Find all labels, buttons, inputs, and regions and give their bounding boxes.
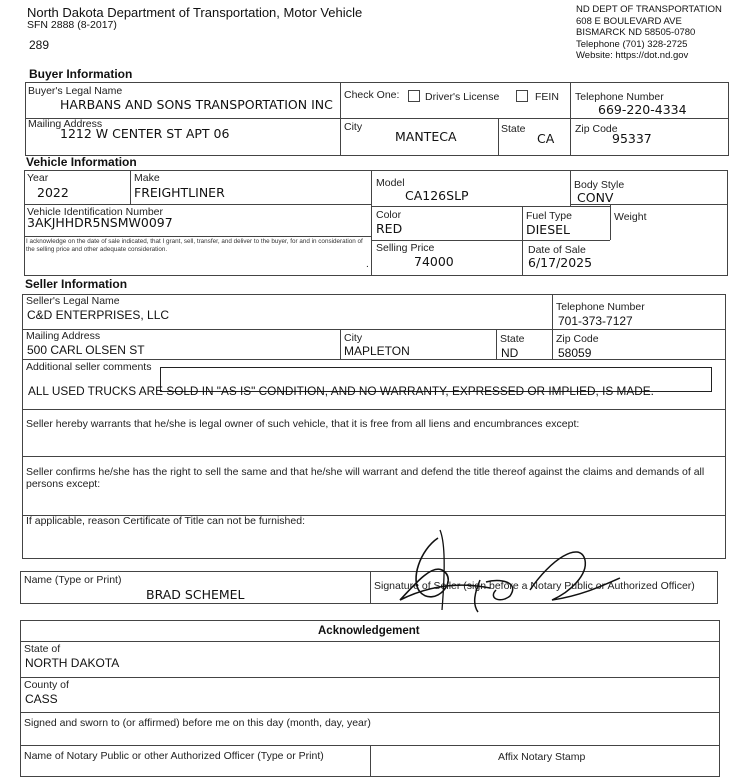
seller-state-label: State [500, 333, 525, 345]
seller-legal-name[interactable]: C&D ENTERPRISES, LLC [27, 308, 170, 322]
agency-name: North Dakota Department of Transportation, Motor Vehicle [27, 5, 363, 20]
buyer-city-label: City [344, 121, 363, 133]
seller-legal-name-label: Seller's Legal Name [26, 295, 120, 307]
sworn-date-label: Signed and sworn to (or affirmed) before me on this day (month, day, year) [24, 717, 371, 729]
selling-price-label: Selling Price [376, 242, 435, 254]
vin-label: Vehicle Identification Number [27, 206, 163, 218]
body-style-label: Body Style [574, 179, 625, 191]
seller-city[interactable]: MAPLETON [344, 344, 410, 358]
seller-phone[interactable]: 701-373-7127 [558, 314, 633, 328]
buyer-zip[interactable]: 95337 [612, 131, 652, 146]
selling-price[interactable]: 74000 [414, 254, 454, 269]
form-number: SFN 2888 (8-2017) [27, 19, 117, 31]
buyer-zip-label: Zip Code [575, 123, 618, 135]
seller-mailing-label: Mailing Address [26, 330, 101, 342]
weight-label: Weight [614, 211, 647, 223]
vehicle-body-style[interactable]: CONV [577, 190, 614, 205]
transfer-acknowledgement-text: I acknowledge on the date of sale indicated, that I grant, sell, transfer, and deliver to the buyer, for and in consideration of the selling price and other adequate consideration. [26, 238, 363, 253]
vehicle-section-title: Vehicle Information [26, 155, 137, 169]
color-label: Color [376, 209, 402, 221]
year-label: Year [27, 172, 49, 184]
title-not-furnished-text: If applicable, reason Certificate of Title can not be furnished: [26, 515, 305, 527]
check-one-label: Check One: [344, 89, 400, 101]
ack-county[interactable]: CASS [25, 692, 58, 706]
ack-state-label: State of [24, 643, 61, 655]
seller-zip[interactable]: 58059 [558, 346, 592, 360]
seller-section-title: Seller Information [25, 277, 128, 291]
print-name-label: Name (Type or Print) [24, 574, 122, 586]
vehicle-year[interactable]: 2022 [37, 185, 69, 200]
ack-county-label: County of [24, 679, 69, 691]
drivers-license-label: Driver's License [425, 91, 500, 103]
vehicle-model[interactable]: CA126SLP [405, 188, 469, 203]
drivers-license-checkbox[interactable] [408, 90, 420, 102]
title-defense-text: Seller confirms he/she has the right to sell the same and that he/she will warrant and defend the title thereof against the claims and demands of all persons except: [26, 466, 705, 490]
date-of-sale[interactable]: 6/17/2025 [528, 255, 593, 270]
seller-phone-label: Telephone Number [556, 301, 645, 313]
lien-warranty-text: Seller hereby warrants that he/she is legal owner of such vehicle, that it is free from all liens and encumbrances except: [26, 418, 580, 430]
dot-address-line: BISMARCK ND 58505-0780 [576, 27, 696, 39]
buyer-legal-name-label: Buyer's Legal Name [28, 85, 123, 97]
buyer-state-label: State [501, 123, 526, 135]
handwritten-signature [380, 520, 640, 620]
seller-state[interactable]: ND [501, 346, 519, 360]
buyer-legal-name[interactable]: HARBANS AND SONS TRANSPORTATION INC [60, 97, 333, 112]
period-mark: . [366, 259, 369, 270]
notary-name-label: Name of Notary Public or other Authorized Officer (Type or Print) [24, 750, 324, 762]
acknowledgement-title: Acknowledgement [318, 625, 420, 637]
vehicle-vin[interactable]: 3AKJHHDR5NSMW0097 [27, 215, 173, 230]
signature-label: Signature of Seller (sign before a Notary Public or Authorized Officer) [374, 580, 695, 592]
buyer-city[interactable]: MANTECA [395, 129, 457, 144]
dot-address-block [576, 4, 722, 62]
buyer-mailing-label: Mailing Address [28, 118, 103, 130]
ack-state[interactable]: NORTH DAKOTA [25, 656, 120, 670]
buyer-phone[interactable]: 669-220-4334 [598, 102, 687, 117]
seller-comments-text: ALL USED TRUCKS ARE SOLD IN "AS IS" CONDITION, AND NO WARRANTY, EXPRESSED OR IMPLIED, IS MADE. [28, 384, 654, 398]
make-label: Make [134, 172, 160, 184]
seller-city-label: City [344, 332, 363, 344]
dot-address-line: 608 E BOULEVARD AVE [576, 15, 682, 27]
fuel-type-label: Fuel Type [526, 210, 572, 222]
vehicle-fuel-type[interactable]: DIESEL [526, 222, 571, 237]
notary-stamp-label: Affix Notary Stamp [498, 751, 586, 763]
dot-address-line: Telephone (701) 328-2725 [576, 38, 688, 50]
buyer-mailing-address[interactable]: 1212 W CENTER ST APT 06 [60, 126, 230, 141]
vehicle-make[interactable]: FREIGHTLINER [134, 185, 225, 200]
model-label: Model [376, 177, 405, 189]
buyer-phone-label: Telephone Number [575, 91, 664, 103]
fein-label: FEIN [535, 91, 559, 103]
document-number: 289 [29, 38, 50, 52]
buyer-section-title: Buyer Information [29, 67, 133, 81]
seller-zip-label: Zip Code [556, 333, 599, 345]
seller-comments-label: Additional seller comments [26, 361, 152, 373]
date-of-sale-label: Date of Sale [528, 244, 586, 256]
seller-mailing-address[interactable]: 500 CARL OLSEN ST [27, 343, 145, 357]
dot-website: Website: https://dot.nd.gov [576, 50, 689, 62]
fein-checkbox[interactable] [516, 90, 528, 102]
vehicle-color[interactable]: RED [376, 221, 403, 236]
seller-print-name[interactable]: BRAD SCHEMEL [146, 587, 245, 602]
buyer-state[interactable]: CA [537, 131, 555, 146]
dot-address-line: ND DEPT OF TRANSPORTATION [576, 4, 722, 15]
